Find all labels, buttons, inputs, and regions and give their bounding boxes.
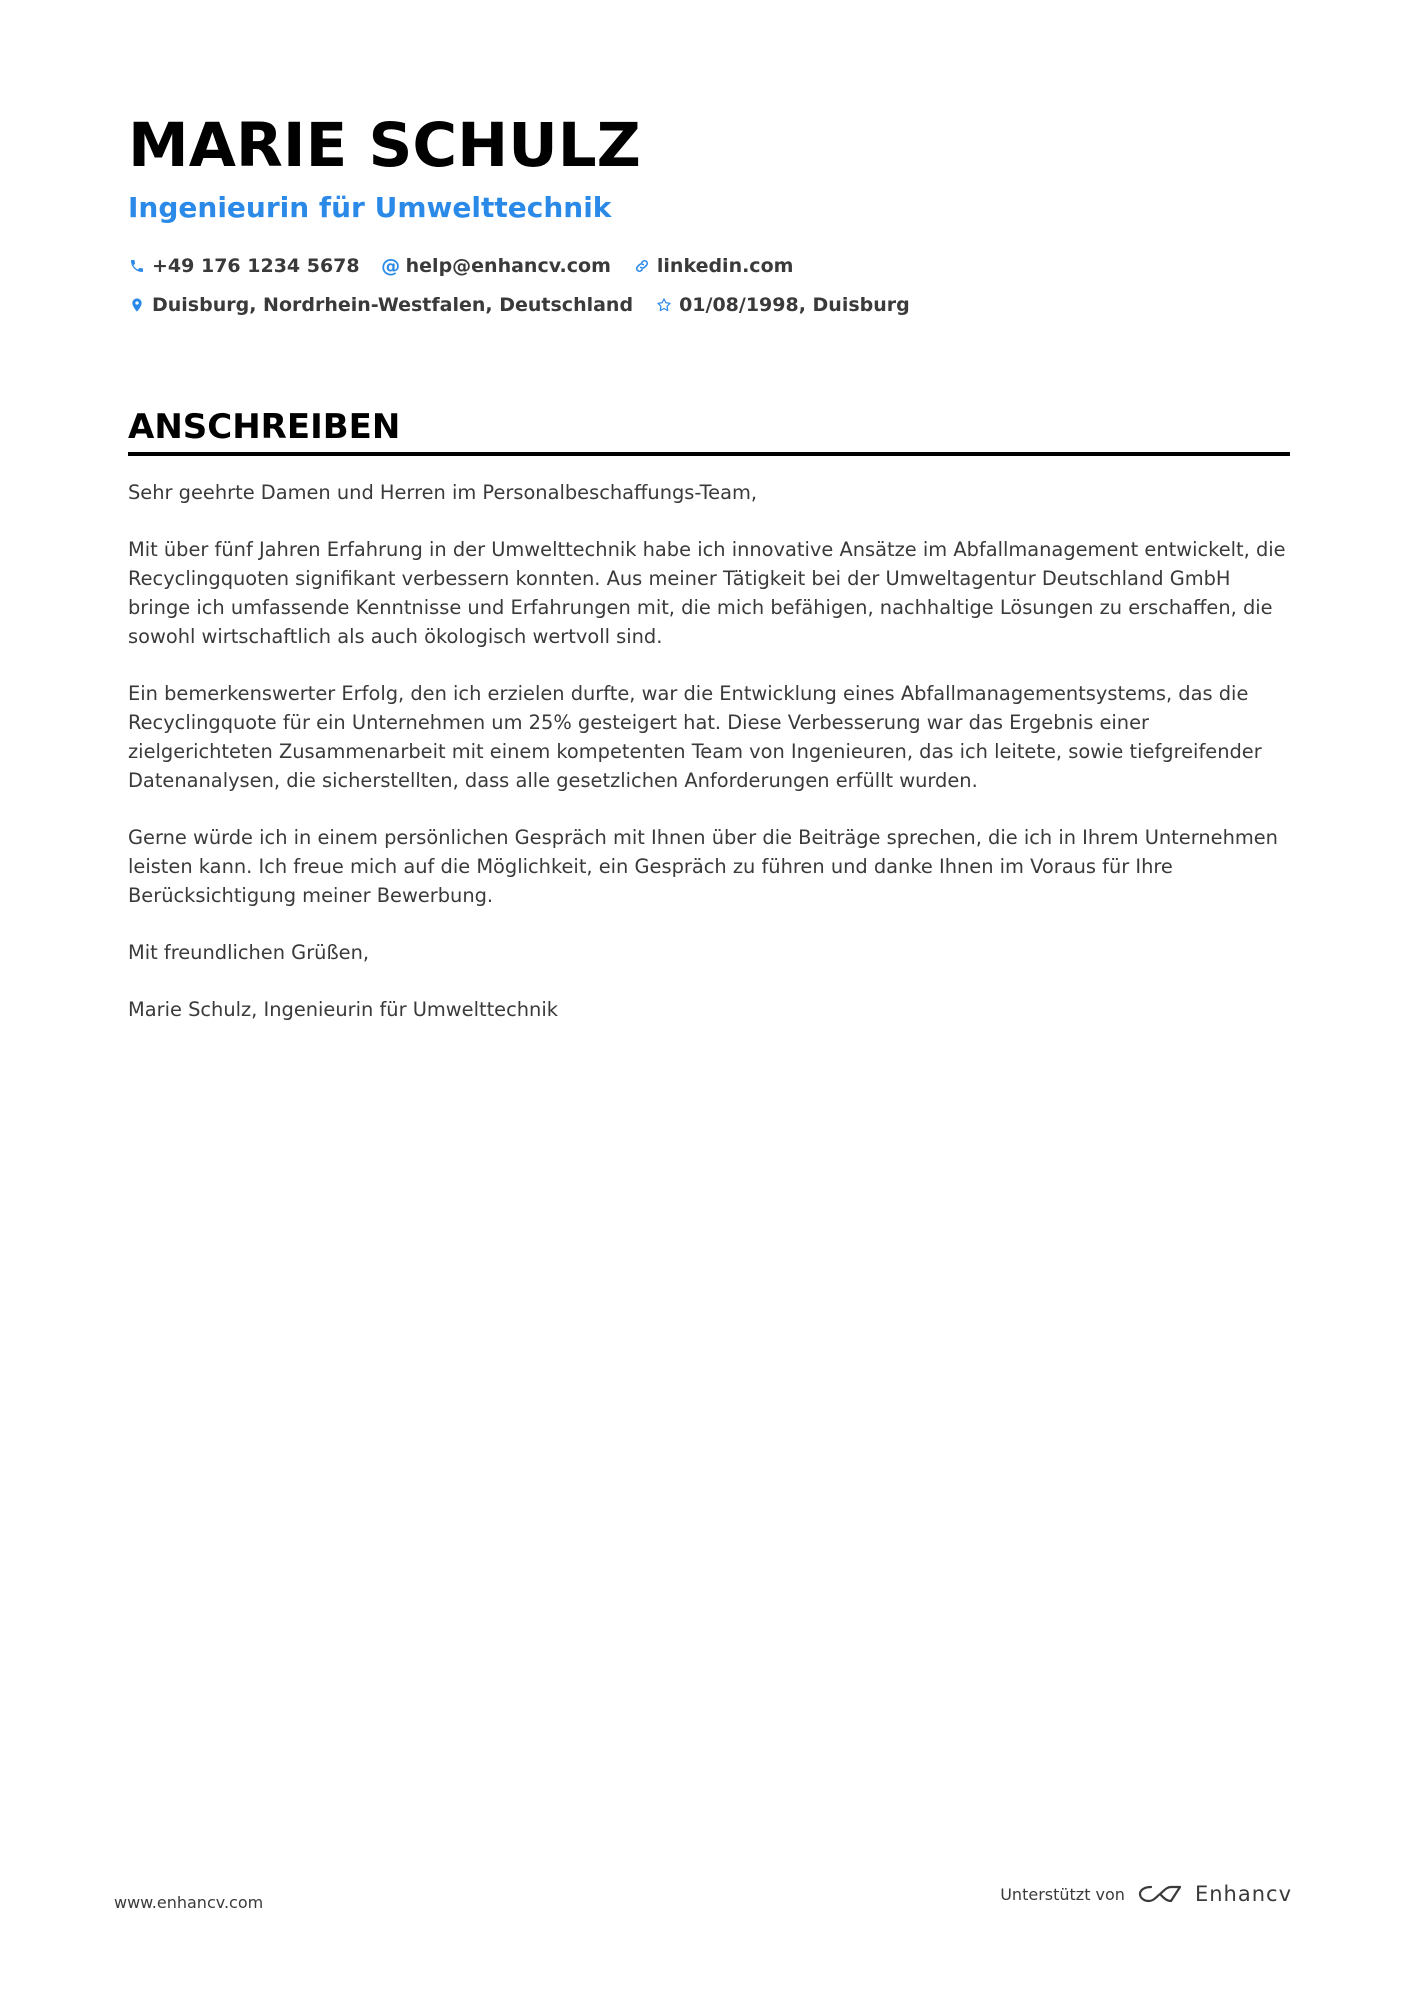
at-icon: @ bbox=[381, 254, 401, 277]
applicant-name: MARIE SCHULZ bbox=[128, 110, 641, 181]
contact-location bbox=[128, 285, 633, 324]
section-title: ANSCHREIBEN bbox=[128, 407, 401, 447]
contact-list bbox=[128, 246, 1288, 324]
contact-location-text: Duisburg, Nordrhein-Westfalen, Deutschland bbox=[152, 293, 634, 316]
letter-paragraph: Gerne würde ich in einem persönlichen Gespräch mit Ihnen über die Beiträge sprechen, die ich in Ihrem Unternehmen leisten kann. Ich freue mich auf die Möglichkeit, ein Gespräch zu führen und danke Ihnen im Voraus für Ihre Berücksichtigung meiner Bewerbung. bbox=[128, 826, 1278, 907]
letter-signature: Marie Schulz, Ingenieurin für Umwelttechnik bbox=[128, 998, 558, 1021]
phone-icon bbox=[128, 257, 146, 275]
header bbox=[128, 110, 1288, 324]
contact-linkedin-text[interactable]: linkedin.com bbox=[656, 254, 794, 277]
letter-body bbox=[128, 478, 1298, 1052]
letter-closing: Mit freundlichen Grüßen, bbox=[128, 941, 370, 964]
enhancv-logo-icon bbox=[1137, 1882, 1183, 1906]
job-title: Ingenieurin für Umwelttechnik bbox=[128, 191, 612, 224]
powered-by-label: Unterstützt von bbox=[1000, 1884, 1125, 1904]
cover-letter-section bbox=[128, 404, 1290, 456]
contact-phone bbox=[128, 246, 360, 285]
contact-linkedin[interactable] bbox=[633, 246, 794, 285]
contact-birth bbox=[655, 285, 910, 324]
brand-name: Enhancv bbox=[1194, 1882, 1292, 1906]
link-icon bbox=[633, 257, 651, 275]
star-icon bbox=[655, 296, 673, 314]
letter-salutation: Sehr geehrte Damen und Herren im Personalbeschaffungs-Team, bbox=[128, 481, 758, 504]
letter-paragraph: Ein bemerkenswerter Erfolg, den ich erzielen durfte, war die Entwicklung eines Abfallmanagementsystems, das die Recyclingquote für ein Unternehmen um 25% gesteigert hat. Diese Verbesserung war das Ergebnis einer zielgerichteten Zusammenarbeit mit einem kompetenten Team von Ingenieuren, das ich leitete, sowie tiefgreifender Datenanalysen, die sicherstellten, dass alle gesetzlichen Anforderungen erfüllt wurden. bbox=[128, 682, 1262, 792]
contact-birth-text: 01/08/1998, Duisburg bbox=[679, 293, 910, 316]
footer-branding[interactable] bbox=[1000, 1882, 1292, 1906]
contact-email-text[interactable]: help@enhancv.com bbox=[405, 254, 611, 277]
footer-website[interactable]: www.enhancv.com bbox=[114, 1893, 264, 1912]
contact-email[interactable] bbox=[382, 246, 611, 285]
location-pin-icon bbox=[128, 296, 146, 314]
contact-phone-text: +49 176 1234 5678 bbox=[152, 254, 360, 277]
section-divider bbox=[128, 452, 1290, 456]
letter-paragraph: Mit über fünf Jahren Erfahrung in der Umwelttechnik habe ich innovative Ansätze im Abfallmanagement entwickelt, die Recyclingquoten signifikant verbessern konnten. Aus meiner Tätigkeit bei der Umweltagentur Deutschland GmbH bringe ich umfassende Kenntnisse und Erfahrungen mit, die mich befähigen, nachhaltige Lösungen zu erschaffen, die sowohl wirtschaftlich als auch ökologisch wertvoll sind. bbox=[128, 538, 1286, 648]
